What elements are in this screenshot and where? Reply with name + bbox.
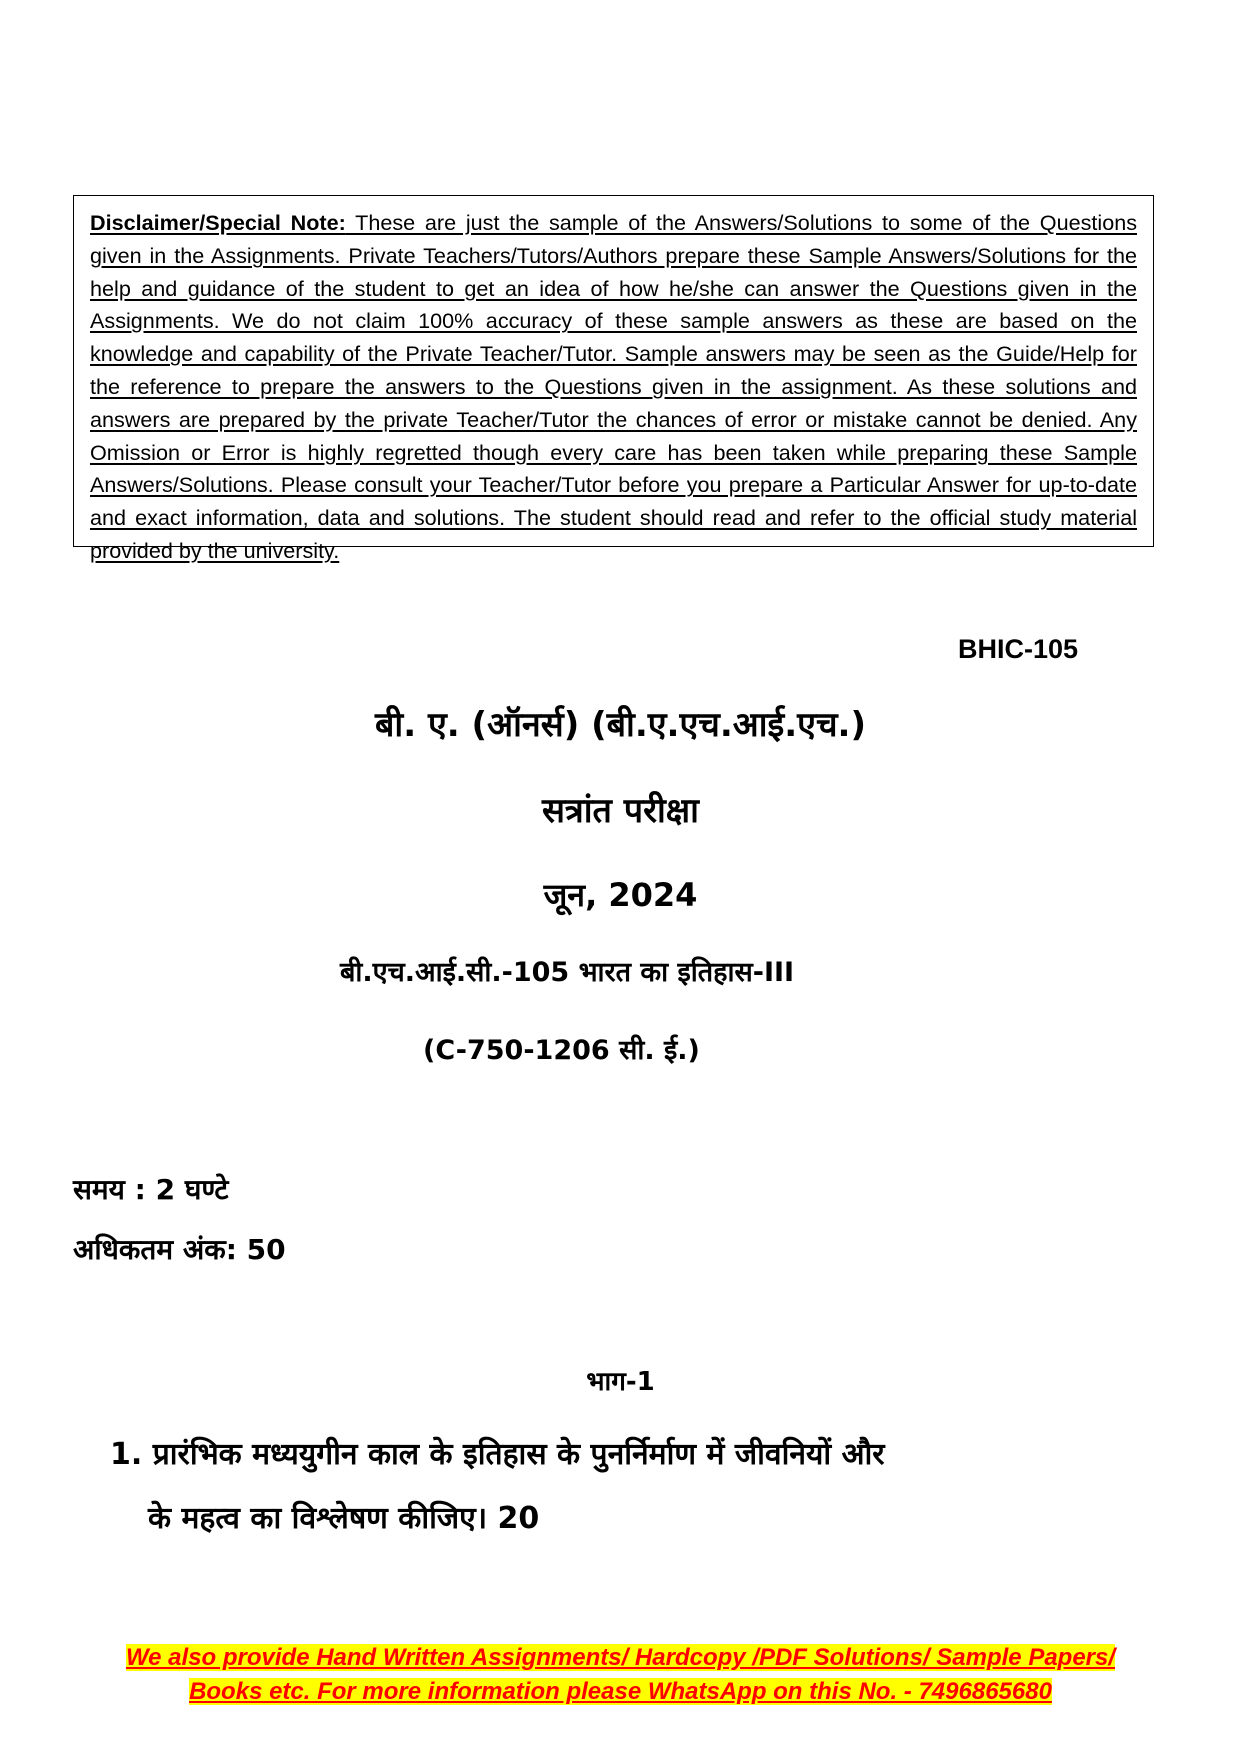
footer-advert (0, 1641, 1241, 1709)
exam-title: सत्रांत परीक्षा (542, 791, 699, 831)
max-marks: अधिकतम अंक: 50 (73, 1233, 286, 1266)
footer-line-2: Books etc. For more information please WhatsApp on this No. - 7496865680 (189, 1678, 1052, 1705)
exam-time: समय : 2 घण्टे (73, 1173, 229, 1206)
section-title: भाग-1 (586, 1367, 655, 1397)
course-code: BHIC-105 (958, 634, 1079, 664)
programme-title: बी. ए. (ऑनर्स) (बी.ए.एच.आई.एच.) (375, 705, 866, 745)
course-title: बी.एच.आई.सी.-105 भारत का इतिहास-III (340, 957, 795, 988)
question-1-line-1: 1. प्रारंभिक मध्ययुगीन काल के इतिहास के पुनर्निर्माण में जीवनियों और (110, 1437, 885, 1472)
footer-line-1: We also provide Hand Written Assignments/ Hardcopy /PDF Solutions/ Sample Papers/ (125, 1644, 1116, 1671)
disclaimer-label: Disclaimer/Special Note: (90, 210, 346, 235)
disclaimer-text: These are just the sample of the Answers/Solutions to some of the Questions given in the Assignments. Private Teachers/Tutors/Authors prepare these Sample Answers/Solutions for the help and guidance of the student to get an idea of how he/she can answer the Questions given in the Assignments. We do not claim 100% accuracy of these sample answers as these are based on the knowledge and capability of the Private Teacher/Tutor. Sample answers may be seen as the Guide/Help for the reference to prepare the answers to the Questions given in the assignment. As these solutions and answers are prepared by the private Teacher/Tutor the chances of error or mistake cannot be denied. Any Omission or Error is highly regretted though every care has been taken while preparing these Sample Answers/Solutions. Please consult your Teacher/Tutor before you prepare a Particular Answer for up-to-date and exact information, data and solutions. The student should read and refer to the official study material provided by the university. (90, 210, 1138, 563)
exam-session: जून, 2024 (543, 876, 698, 914)
course-period: (C-750-1206 सी. ई.) (423, 1035, 700, 1066)
disclaimer-box (73, 195, 1154, 563)
question-1-line-2: के महत्व का विश्लेषण कीजिए। 20 (148, 1501, 540, 1536)
